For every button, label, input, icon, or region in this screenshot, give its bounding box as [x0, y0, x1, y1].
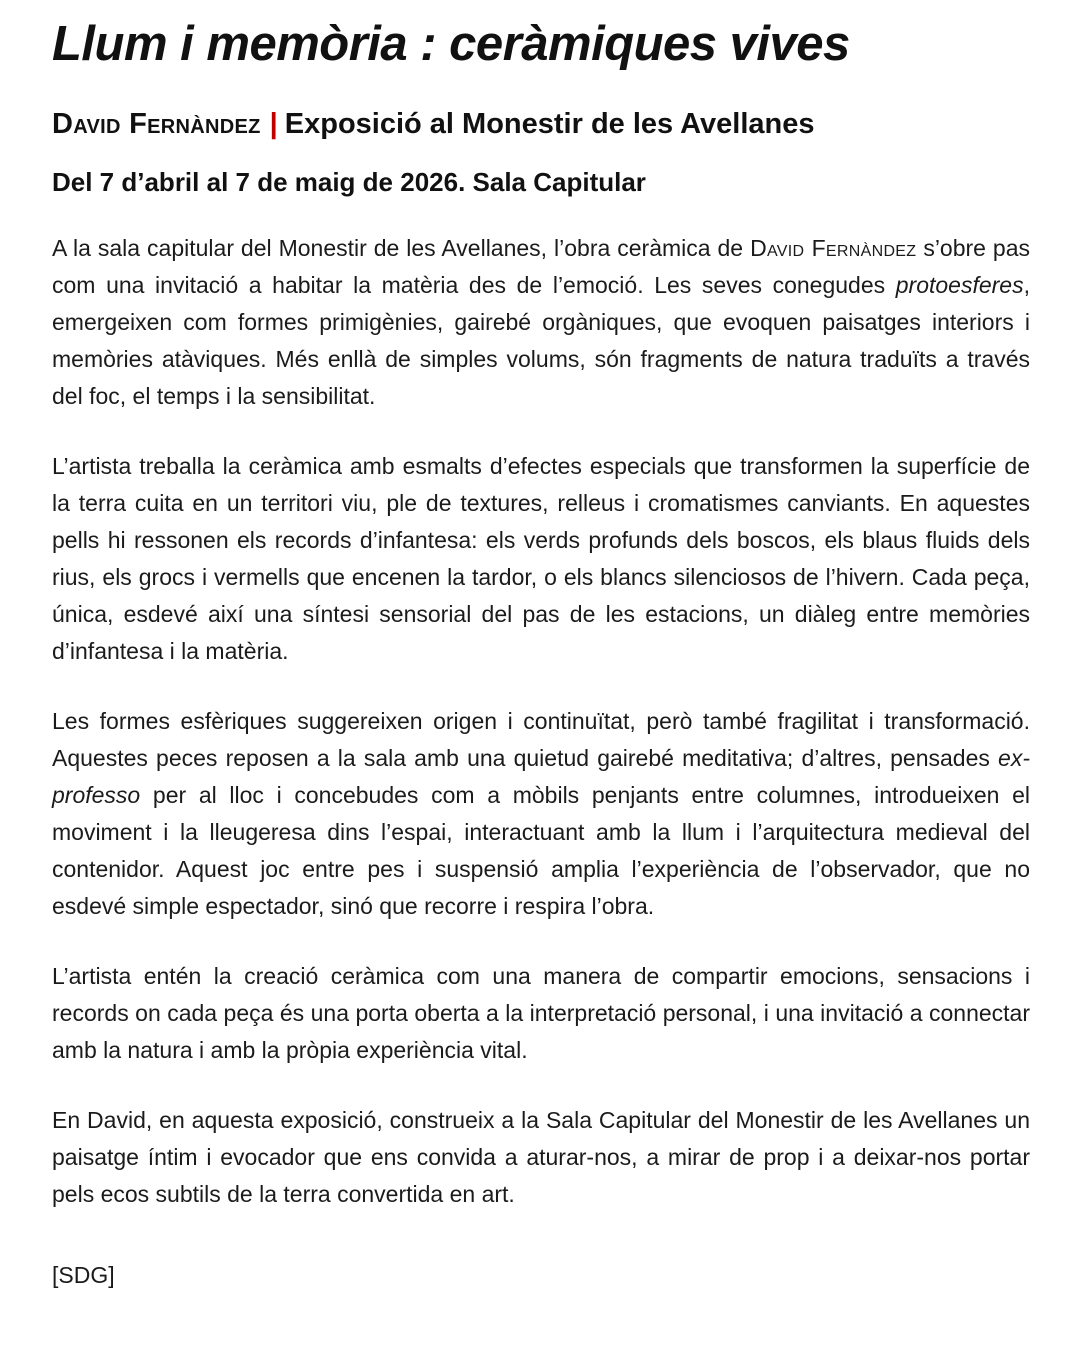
paragraph-4: L’artista entén la creació ceràmica com una manera de compartir emocions, sensacions i records on cada peça és una porta oberta a la interpretació personal, i una invitació a connectar amb la natura i amb la pròpia experiència vital. — [52, 963, 1030, 1063]
page-title: Llum i memòria : ceràmiques vives — [52, 17, 850, 71]
paragraph-1-text: A la sala capitular del Monestir de les Avellanes, l’obra ceràmica de — [52, 235, 751, 261]
byline — [52, 108, 1030, 141]
italic-term-protoesferes: protoesferes — [895, 272, 1024, 298]
paragraph-3-text: per al lloc i concebudes com a mòbils penjants entre columnes, introdueixen el moviment i la lleugeresa dins l’espai, interactuant amb la llum i l’arquitectura medieval del contenidor. Aquest joc entre pes i suspensió amplia l’experiència de l’observador, que no esdevé simple espectador, sinó que recorre i respira l’obra. — [52, 782, 1030, 919]
signature: [SDG] — [52, 1262, 115, 1288]
artist-name-inline: David Fernàndez — [750, 235, 917, 261]
dateline: Del 7 d’abril al 7 de maig de 2026. Sala Capitular — [52, 167, 646, 197]
paragraph-1-text: , emergeixen com formes primigènies, gairebé orgàniques, que evoquen paisatges interiors i memòries atàviques. Més enllà de simples volums, són fragments de natura traduïts a través del foc, el temps i la sensibilitat. — [52, 272, 1030, 409]
paragraph-2: L’artista treballa la ceràmica amb esmalts d’efectes especials que transformen la superfície de la terra cuita en un territori viu, ple de textures, relleus i cromatismes canviants. En aquestes pells hi ressonen els records d’infantesa: els verds profunds dels boscos, els blaus fluids dels rius, els grocs i vermells que encenen la tardor, o els blancs silenciosos de l’hivern. Cada peça, única, esdevé així una síntesi sensorial del pas de les estacions, un diàleg entre memòries d’infantesa i la matèria. — [52, 453, 1030, 664]
red-separator: | — [269, 108, 278, 140]
paragraph-3 — [52, 703, 1030, 925]
event-title: Exposició al Monestir de les Avellanes — [284, 108, 815, 140]
paragraph-1 — [52, 230, 1030, 415]
paragraph-1-text: s’obre pas com una invitació a habitar la matèria des de l’emoció. Les seves conegudes — [52, 235, 1031, 298]
paragraph-3-text: Les formes esfèriques suggereixen origen i continuïtat, però també fragilitat i transformació. Aquestes peces reposen a la sala amb una quietud gairebé meditativa; d’altres, pensades — [52, 708, 1030, 771]
artist-name: David Fernàndez — [52, 108, 261, 140]
italic-term-ex-professo: ex-professo — [52, 745, 1030, 808]
paragraph-5: En David, en aquesta exposició, construeix a la Sala Capitular del Monestir de les Avellanes un paisatge íntim i evocador que ens convida a aturar-nos, a mirar de prop i a deixar-nos portar pels ecos subtils de la terra convertida en art. — [52, 1107, 1030, 1207]
